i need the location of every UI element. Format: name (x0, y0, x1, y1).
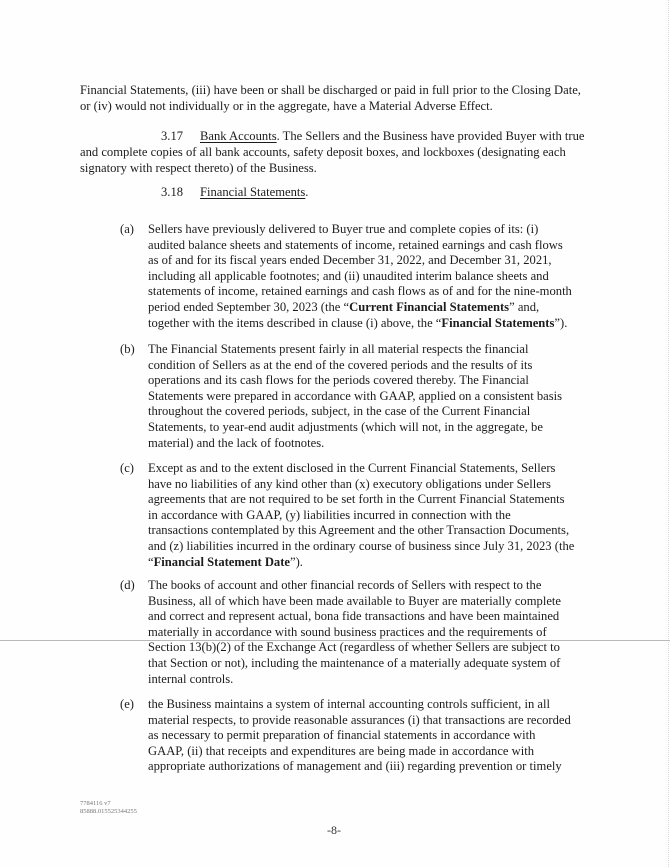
text-line: material respects, to provide reasonable assurances (i) that transactions are recorded (148, 712, 571, 727)
doc-matter-id: 85888.015525344255 (80, 808, 137, 815)
text-line: including all applicable footnotes; and (ii) unaudited interim balance sheets and (148, 268, 549, 283)
section-number-3-17: 3.17 (161, 129, 184, 143)
text-line: and complete copies of all bank accounts, safety deposit boxes, and lockboxes (designating each (80, 145, 566, 159)
text-line: Business, all of which have been made available to Buyer are materially complete (148, 593, 561, 608)
text-segment: ” and, (509, 299, 540, 314)
text-line: that Section or not), including the maintenance of a materially adequate system of (148, 655, 561, 670)
section-3-18-heading (200, 185, 500, 201)
text-segment: ”). (290, 554, 303, 569)
text-line: The books of account and other financial records of Sellers with respect to the (148, 578, 542, 592)
text-segment: period ended September 30, 2023 (the “ (148, 299, 350, 314)
document-id-footer (80, 800, 137, 816)
text-line: Financial Statements, (iii) have been or shall be discharged or paid in full prior to the Closing Date, (80, 83, 581, 97)
section-heading-bank-accounts: Bank Accounts (200, 129, 277, 143)
text-line: condition of Sellers as at the end of the covered periods and the results of its (148, 357, 533, 372)
heading-period: . (305, 185, 309, 199)
text-line: transactions contemplated by this Agreement and the other Transaction Documents, (148, 523, 570, 538)
text-line: Section 13(b)(2) of the Exchange Act (regardless of whether Sellers are subject to (148, 640, 560, 655)
text-segment: together with the items described in clause (i) above, the “ (148, 315, 442, 330)
doc-version-id: 7784116 v7 (80, 800, 111, 807)
text-line: as of and for its fiscal years ended December 31, 2022, and December 31, 2021, (148, 253, 552, 268)
text-line: and (z) liabilities incurred in the ordinary course of business since July 31, 2023 (the (148, 538, 575, 553)
text-line: have no liabilities of any kind other than (x) executory obligations under Sellers (148, 476, 551, 491)
defined-term-financial-statements: Financial Statements (441, 315, 555, 330)
text-line: throughout the covered periods, subject, in the case of the Current Financial (148, 404, 531, 419)
text-line: Sellers have previously delivered to Buyer true and complete copies of its: (i) (148, 222, 539, 236)
item-label: (c) (120, 461, 134, 475)
text-line: the Business maintains a system of internal accounting controls sufficient, in all (148, 697, 550, 711)
continuation-paragraph (80, 83, 616, 114)
text-line (148, 555, 616, 571)
page-edge (667, 0, 669, 867)
text-segment: “ (148, 554, 154, 569)
text-line: as necessary to permit preparation of financial statements in accordance with (148, 728, 536, 743)
section-number-3-18: 3.18 (161, 185, 184, 199)
text-line: audited balance sheets and statements of income, retained earnings and cash flows (148, 237, 563, 252)
text-line: signatory with respect thereto) of the Business. (80, 160, 317, 175)
item-label: (b) (120, 342, 135, 356)
text-line: operations and its cash flows for the periods covered thereby. The Financial (148, 373, 529, 388)
text-line: materially in accordance with sound business practices and the requirements of (148, 624, 547, 639)
text-line: and correct and represent actual, bona fide transactions and have been maintained (148, 609, 560, 624)
section-3-17-paragraph (80, 145, 616, 176)
text-line: The Financial Statements present fairly in all material respects the financial (148, 342, 529, 356)
text-line: internal controls. (148, 671, 234, 686)
text-line: or (iv) would not individually or in the aggregate, have a Material Adverse Effect. (80, 98, 493, 113)
section-3-17-first-line (200, 129, 616, 145)
defined-term-financial-statement-date: Financial Statement Date (153, 554, 291, 569)
text-segment: ”). (554, 315, 568, 330)
text-line: GAAP, (ii) that receipts and expenditures are being made in accordance with (148, 743, 535, 758)
text-line: . The Sellers and the Business have provided Buyer with true (276, 129, 585, 143)
text-line: statements of income, retained earnings and cash flows as of and for the nine-month (148, 284, 572, 299)
text-line: appropriate authorizations of management and (iii) regarding prevention or timely (148, 759, 562, 774)
item-label: (a) (120, 222, 134, 236)
defined-term-current-financial-statements: Current Financial Statements (349, 299, 510, 314)
text-line (148, 316, 616, 332)
item-label: (d) (120, 578, 135, 592)
text-line: Except as and to the extent disclosed in the Current Financial Statements, Sellers (148, 461, 556, 475)
section-heading-financial-statements: Financial Statements (200, 185, 306, 199)
text-line (148, 300, 616, 316)
text-line: in accordance with GAAP, (y) liabilities incurred in connection with the (148, 507, 511, 522)
text-line: Statements, to year-end audit adjustments (which will not, in the aggregate, be (148, 419, 543, 434)
text-line: agreements that are not required to be set forth in the Current Financial Statements (148, 492, 565, 507)
page-number: -8- (327, 823, 341, 837)
item-label: (e) (120, 697, 134, 711)
text-line: Statements were prepared in accordance with GAAP, applied on a consistent basis (148, 388, 563, 403)
text-line: material) and the lack of footnotes. (148, 435, 325, 450)
